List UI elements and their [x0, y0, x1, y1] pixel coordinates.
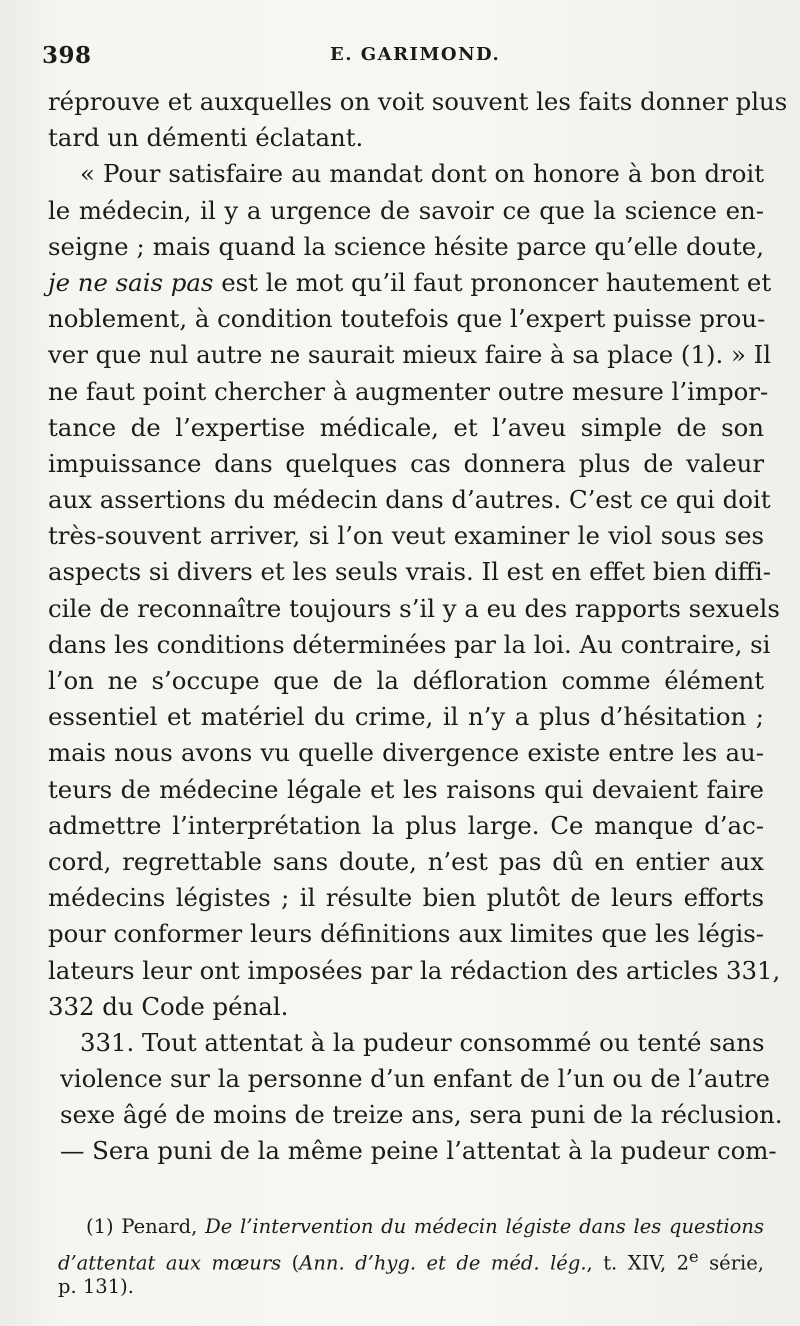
footnote-volume: , t. XIV, 2 — [586, 1251, 690, 1275]
body-text — [48, 84, 788, 1170]
footnote-title-cont: d’attentat aux mœurs — [58, 1251, 282, 1275]
line-rest: est le mot qu’il faut prononcer hautement et — [213, 267, 772, 297]
text-line: lateurs leur ont imposées par la rédaction des articles 331, — [48, 955, 781, 985]
footnote-line — [58, 1242, 764, 1275]
text-line: violence sur la personne d’un enfant de l’un ou de l’autre — [60, 1064, 770, 1094]
text-line: cile de reconnaître toujours s’il y a eu des rapports sexuels — [48, 593, 780, 623]
text-line: 331. Tout attentat à la pudeur consommé ou tenté sans — [80, 1027, 765, 1057]
text-line: — Sera puni de la même peine l’attentat à la pudeur com- — [60, 1136, 777, 1166]
text-line: médecins légistes ; il résulte bien plutôt de leurs efforts — [48, 883, 764, 913]
text-line: essentiel et matériel du crime, il n’y a plus d’hésitation ; — [48, 702, 764, 732]
text-line: le médecin, il y a urgence de savoir ce que la science en- — [48, 195, 764, 225]
text-line: ver que nul autre ne saurait mieux faire à sa place (1). » Il — [48, 340, 772, 370]
text-line: mais nous avons vu quelle divergence existe entre les au- — [48, 738, 764, 768]
text-line: dans les conditions déterminées par la loi. Au contraire, si — [48, 629, 771, 659]
text-line: aspects si divers et les seuls vrais. Il est en effet bien diffi- — [48, 557, 771, 587]
text-line: « Pour satisfaire au mandat dont on honore à bon droit — [80, 159, 764, 189]
text-line: l’on ne s’occupe que de la défloration comme élément — [48, 666, 764, 695]
page-header — [42, 40, 760, 80]
text-line: impuissance dans quelques cas donnera plus de valeur — [48, 448, 764, 478]
text-line: tard un démenti éclatant. — [48, 123, 364, 153]
italic-phrase: je ne sais pas — [48, 267, 214, 297]
text-line: aux assertions du médecin dans d’autres. C’est ce qui doit — [48, 485, 771, 515]
running-head: E. GARIMOND. — [330, 44, 501, 65]
page-number: 398 — [42, 42, 92, 69]
text-line: cord, regrettable sans doute, n’est pas dû en entier aux — [48, 846, 764, 876]
footnote-series: série, — [698, 1251, 764, 1275]
text-line: réprouve et auxquelles on voit souvent les faits donner plus — [48, 87, 788, 116]
text-line: admettre l’interprétation la plus large. Ce manque d’ac- — [48, 810, 764, 840]
text-line: 332 du Code pénal. — [48, 991, 289, 1021]
text-line: sexe âgé de moins de treize ans, sera puni de la réclusion. — [60, 1100, 783, 1130]
text-line: noblement, à condition toutefois que l’expert puisse prou- — [48, 304, 766, 334]
text-line: seigne ; mais quand la science hésite parce qu’elle doute, — [48, 231, 764, 261]
footnote-title: De l’intervention du médecin légiste dans les questions — [205, 1215, 764, 1238]
footnote-author: (1) Penard, — [86, 1215, 206, 1238]
footnote-sup: e — [689, 1247, 699, 1266]
text-line: teurs de médecine légale et les raisons qui devaient faire — [48, 774, 764, 804]
footnote — [58, 1212, 764, 1302]
text-line: tance de l’expertise médicale, et l’aveu simple de son — [48, 412, 764, 442]
footnote-line: p. 131). — [58, 1275, 134, 1298]
text-line: ne faut point chercher à augmenter outre mesure l’impor- — [48, 376, 769, 406]
footnote-line — [58, 1212, 764, 1242]
text-line — [48, 265, 772, 301]
text-line: pour conformer leurs définitions aux limites que les légis- — [48, 919, 764, 949]
footnote-journal: Ann. d’hyg. et de méd. lég. — [299, 1251, 587, 1275]
text-line: très-souvent arriver, si l’on veut examiner le viol sous ses — [48, 521, 764, 551]
footnote-paren: ( — [281, 1251, 300, 1275]
